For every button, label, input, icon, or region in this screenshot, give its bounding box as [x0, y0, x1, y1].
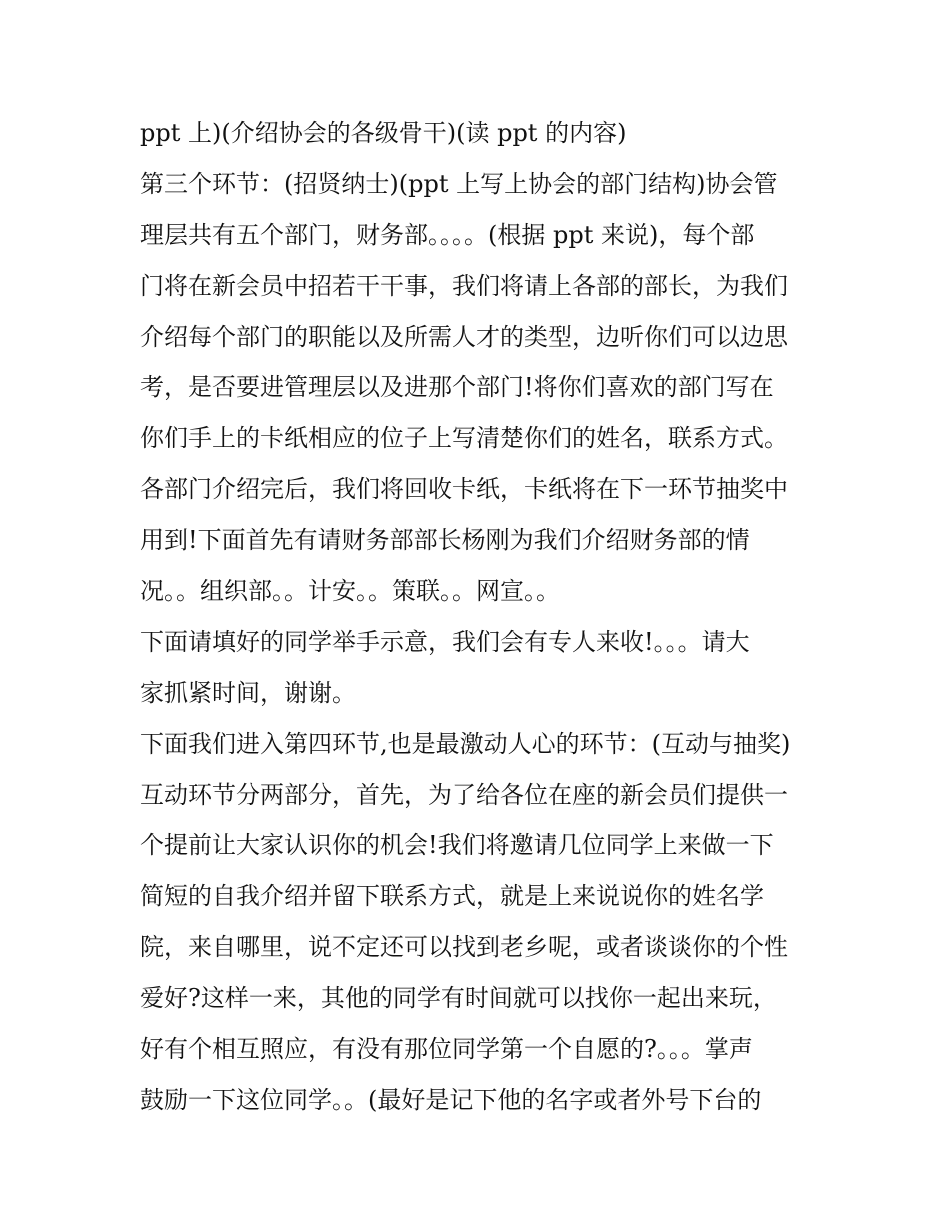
text-line: 况。。组织部。。计安。。策联。。网宣。。 — [140, 577, 560, 606]
text-line: 院，来自哪里，说不定还可以找到老乡呢，或者谈谈你的个性 — [140, 933, 788, 962]
text-line: ppt 上)(介绍协会的各级骨干)(读 ppt 的内容) — [140, 119, 627, 147]
text-line: 下面请填好的同学举手示意，我们会有专人来收!。。。请大 — [140, 627, 750, 656]
text-line: 爱好?这样一来，其他的同学有时间就可以找你一起出来玩， — [140, 984, 777, 1013]
text-line: 好有个相互照应，有没有那位同学第一个自愿的?。。。掌声 — [140, 1035, 753, 1064]
text-line: 互动环节分两部分，首先，为了给各位在座的新会员们提供一 — [140, 780, 788, 809]
text-line: 考，是否要进管理层以及进那个部门!将你们喜欢的部门写在 — [140, 373, 774, 402]
text-line: 第三个环节：(招贤纳士)(ppt 上写上协会的部门结构)协会管 — [140, 169, 778, 198]
text-line: 家抓紧时间，谢谢。 — [140, 678, 356, 707]
text-line: 介绍每个部门的职能以及所需人才的类型，边听你们可以边思 — [140, 322, 788, 351]
text-line: 个提前让大家认识你的机会!我们将邀请几位同学上来做一下 — [140, 831, 774, 860]
text-line: 鼓励一下这位同学。。(最好是记下他的名字或者外号下台的 — [140, 1085, 762, 1114]
text-line: 理层共有五个部门，财务部。。。。(根据 ppt 来说)，每个部 — [140, 220, 755, 249]
text-line: 用到!下面首先有请财务部部长杨刚为我们介绍财务部的情 — [140, 526, 750, 555]
text-line: 各部门介绍完后，我们将回收卡纸，卡纸将在下一环节抽奖中 — [140, 475, 788, 504]
text-line: 门将在新会员中招若干干事，我们将请上各部的部长，为我们 — [140, 271, 788, 300]
text-line: 下面我们进入第四环节,也是最激动人心的环节：(互动与抽奖) — [140, 729, 791, 758]
text-line: 简短的自我介绍并留下联系方式，就是上来说说你的姓名学 — [140, 882, 764, 911]
document-body — [140, 108, 830, 1126]
text-line: 你们手上的卡纸相应的位子上写清楚你们的姓名，联系方式。 — [140, 424, 788, 453]
